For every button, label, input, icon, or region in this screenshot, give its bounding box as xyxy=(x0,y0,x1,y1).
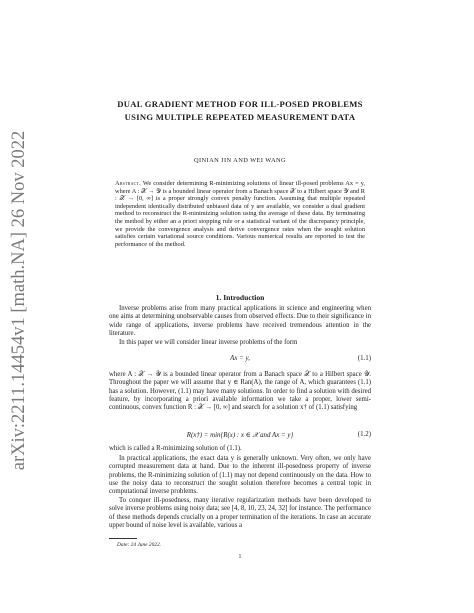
intro-paragraph-6: To conquer ill-posedness, many iterative regularization methods have been developed to solve inverse problems using noisy data; see [4, 8, 10, 23, 24, 32] for instance. The performance of these methods depends crucially on a proper termination of the iterations. In case an accurate upper bound of noise level is available, various a xyxy=(109,497,371,529)
abstract-text: We consider determining R-minimizing solutions of linear ill-posed problems Ax = y, where A : 𝒳 → 𝒴 is a bounded linear operator from a Banach space 𝒳 to a Hilbert space 𝒴 and R : 𝒳 → [0, ∞] is a proper strongly convex penalty function. Assuming that multiple repeated independent identically distributed unbiased data of y are available, we consider a dual gradient method to reconstruct the R-minimizing solution using the average of these data. By terminating the method by either an a priori stopping rule or a statistical variant of the discrepancy principle, we provide the convergence analysis and derive convergence rates when the sought solution satisfies certain variational source conditions. Various numerical results are reported to test the performance of the method. xyxy=(115,180,365,248)
intro-paragraph-3: where A : 𝒳 → 𝒴 is a bounded linear operator from a Banach space 𝒳 to a Hilbert space 𝒴. Throughout the paper we will assume that y ∈ Ran(A), the range of A, which guarantees (1.1) has a solution. However, (1.1) may have many solutions. In order to find a solution with desired feature, by incorporating a priori available information we take a proper, lower semi-continuous, convex function R : 𝒳 → [0, ∞] and search for a solution x† of (1.1) satisfying xyxy=(109,371,371,412)
equation-1-2-number: (1.2) xyxy=(357,431,371,438)
section-heading: 1. Introduction xyxy=(215,293,265,302)
footnote-date: Date: 24 June 2022. xyxy=(117,542,162,548)
paper-authors: QINIAN JIN AND WEI WANG xyxy=(193,157,287,164)
abstract-label: Abstract. xyxy=(115,180,141,187)
footnote-rule xyxy=(109,538,137,539)
abstract xyxy=(115,180,365,248)
equation-1-2-expression: R(x†) = min{R(x) : x ∈ 𝒳 and Ax = y} xyxy=(186,432,294,439)
equation-1-1-expression: Ax = y, xyxy=(230,355,250,362)
page-number: 1 xyxy=(238,554,242,560)
paper-title-line-1: DUAL GRADIENT METHOD FOR ILL-POSED PROBLEMS xyxy=(117,99,363,109)
equation-1-1-number: (1.1) xyxy=(357,355,371,362)
equation-1-1 xyxy=(109,355,371,365)
arxiv-identifier: arXiv:2211.14454v1 [math.NA] 26 Nov 2022 xyxy=(9,130,30,470)
intro-paragraph-1: Inverse problems arise from many practical applications in science and engineering when one aims at determining unobservable causes from observed effects. Due to their significance in wide range of applications, inverse problems have received tremendous attention in the literature. xyxy=(109,305,371,337)
arxiv-sidebar xyxy=(2,130,38,470)
equation-1-2 xyxy=(109,431,371,441)
intro-paragraph-5: In practical applications, the exact data y is generally unknown. Very often, we only have corrupted measurement data at hand. Due to the inherent ill-posedness property of inverse problems, the R-minimizing solution of (1.1) may not depend continuously on the data. How to use the noisy data to reconstruct the sought solution therefore becomes a central topic in computational inverse problems. xyxy=(109,455,371,496)
intro-paragraph-4: which is called a R-minimizing solution of (1.1). xyxy=(109,445,242,452)
intro-paragraph-2: In this paper we will consider linear inverse problems of the form xyxy=(119,339,298,346)
paper-title-line-2: USING MULTIPLE REPEATED MEASUREMENT DATA xyxy=(124,112,356,122)
